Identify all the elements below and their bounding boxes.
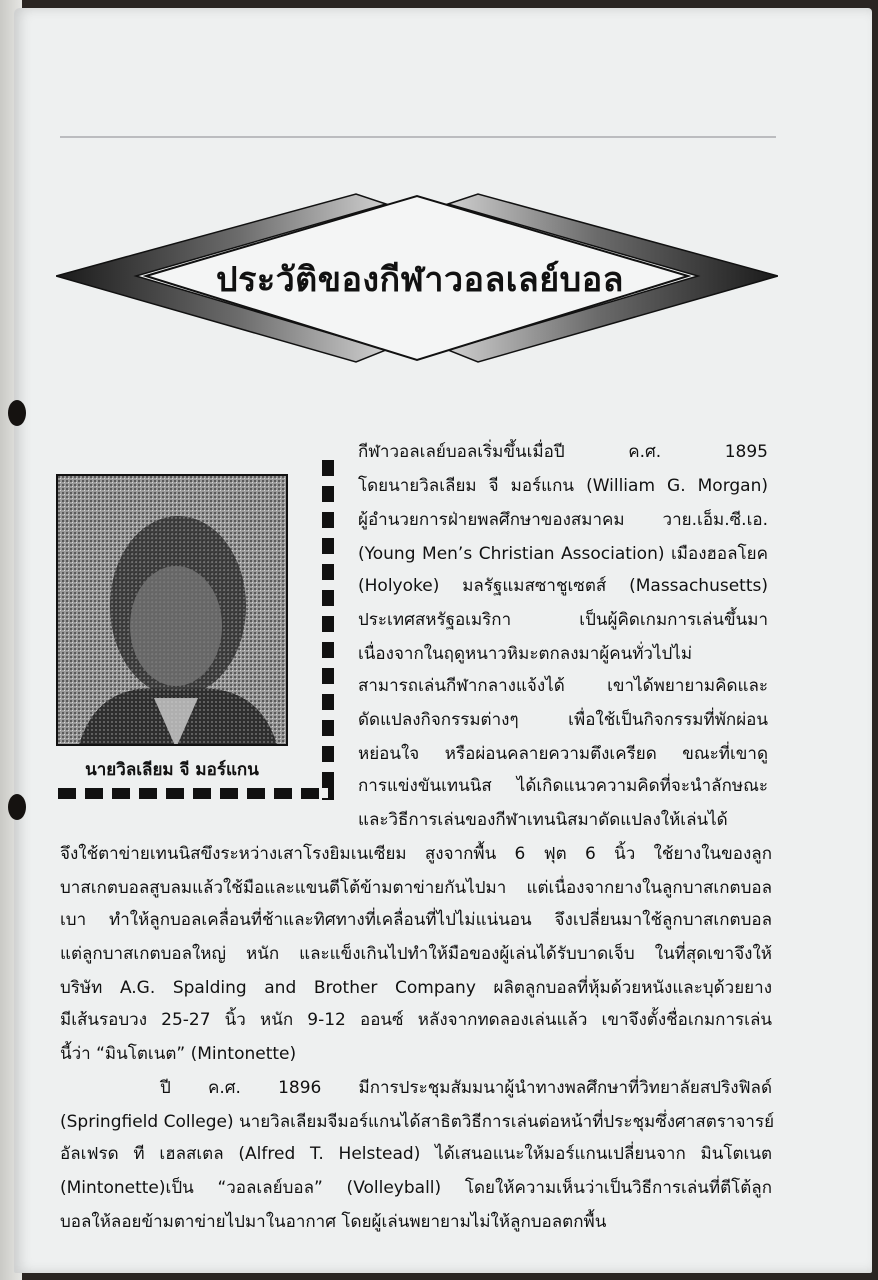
binder-hole-top: [8, 400, 26, 426]
body-line: เนื่องจากในฤดูหนาวหิมะตกลงมาผู้คนทั่วไปไม่: [358, 644, 693, 664]
body-line: กีฬาวอลเลย์บอลเริ่มขึ้นเมื่อปี ค.ศ. 1895: [358, 442, 768, 462]
dashed-frame-vertical: [322, 460, 334, 800]
body-line: สามารถเล่นกีฬากลางแจ้งได้ เขาได้พยายามคิดและ: [358, 676, 768, 696]
photo-caption: นายวิลเลียม จี มอร์แกน: [85, 760, 259, 780]
body-line: (Young Men’s Christian Association) เมืองฮอลโยค: [358, 544, 768, 564]
body-line: ปี ค.ศ. 1896 มีการประชุมสัมมนาผู้นำทางพลศึกษาที่วิทยาลัยสปริงฟิลด์: [160, 1078, 772, 1098]
body-line: (Mintonette)เป็น “วอลเลย์บอล” (Volleyball) โดยให้ความเห็นว่าเป็นวิธีการเล่นที่ตีโต้ลูก: [60, 1178, 772, 1198]
body-line: บริษัท A.G. Spalding and Brother Company ผลิตลูกบอลที่หุ้มด้วยหนังและบุด้วยยาง: [60, 978, 772, 998]
body-line: (Springfield College) นายวิลเลียมจีมอร์แกนได้สาธิตวิธีการเล่นต่อหน้าที่ประชุมซึ่งศาสตราจารย์: [60, 1112, 775, 1132]
body-line: อัลเฟรด ที เฮลสเตล (Alfred T. Helstead) ได้เสนอแนะให้มอร์แกนเปลี่ยนจาก มินโตเนต: [60, 1144, 772, 1164]
body-line: เบา ทำให้ลูกบอลเคลื่อนที่ช้าและทิศทางที่เคลื่อนที่ไปไม่แน่นอน จึงเปลี่ยนมาใช้ลูกบาสเกตบอล: [60, 910, 772, 930]
binder-hole-bottom: [8, 794, 26, 820]
portrait-photo: [56, 474, 288, 746]
body-line: แต่ลูกบาสเกตบอลใหญ่ หนัก และแข็งเกินไปทำให้มือของผู้เล่นได้รับบาดเจ็บ ในที่สุดเขาจึงให้: [60, 944, 772, 964]
body-line: หย่อนใจ หรือผ่อนคลายความตึงเครียด ขณะที่เขาดู: [358, 744, 768, 764]
dashed-frame-horizontal: [58, 788, 334, 799]
body-line: ดัดแปลงกิจกรรมต่างๆ เพื่อใช้เป็นกิจกรรมที่พักผ่อน: [358, 710, 768, 730]
body-line: จึงใช้ตาข่ายเทนนิสขึงระหว่างเสาโรงยิมเนเซียม สูงจากพื้น 6 ฟุต 6 นิ้ว ใช้ยางในของลูก: [60, 844, 772, 864]
body-line: การแข่งขันเทนนิส ได้เกิดแนวความคิดที่จะนำลักษณะ: [358, 776, 768, 796]
body-line: (Holyoke) มลรัฐแมสซาชูเซตส์ (Massachusetts): [358, 576, 768, 596]
body-line: นี้ว่า “มินโตเนต” (Mintonette): [60, 1044, 297, 1064]
body-line: โดยนายวิลเลียม จี มอร์แกน (William G. Morgan): [358, 476, 768, 496]
body-line: บาสเกตบอลสูบลมแล้วใช้มือและแขนตีโต้ข้ามตาข่ายกันไปมา แต่เนื่องจากยางในลูกบาสเกตบอล: [60, 878, 772, 898]
page-title: ประวัติของกีฬาวอลเลย์บอล: [215, 260, 625, 300]
show-through-rule: [60, 136, 776, 138]
body-line: บอลให้ลอยข้ามตาข่ายไปมาในอากาศ โดยผู้เล่นพยายามไม่ให้ลูกบอลตกพื้น: [60, 1212, 607, 1232]
body-line: และวิธีการเล่นของกีฬาเทนนิสมาดัดแปลงให้เล่นได้: [358, 810, 728, 830]
body-line: ประเทศสหรัฐอเมริกา เป็นผู้คิดเกมการเล่นขึ้นมา: [358, 610, 768, 630]
body-line: ผู้อำนวยการฝ่ายพลศึกษาของสมาคม วาย.เอ็ม.ซี.เอ.: [358, 510, 768, 530]
body-line: มีเส้นรอบวง 25-27 นิ้ว หนัก 9-12 ออนซ์ หลังจากทดลองเล่นแล้ว เขาจึงตั้งชื่อเกมการเล่น: [60, 1010, 772, 1030]
